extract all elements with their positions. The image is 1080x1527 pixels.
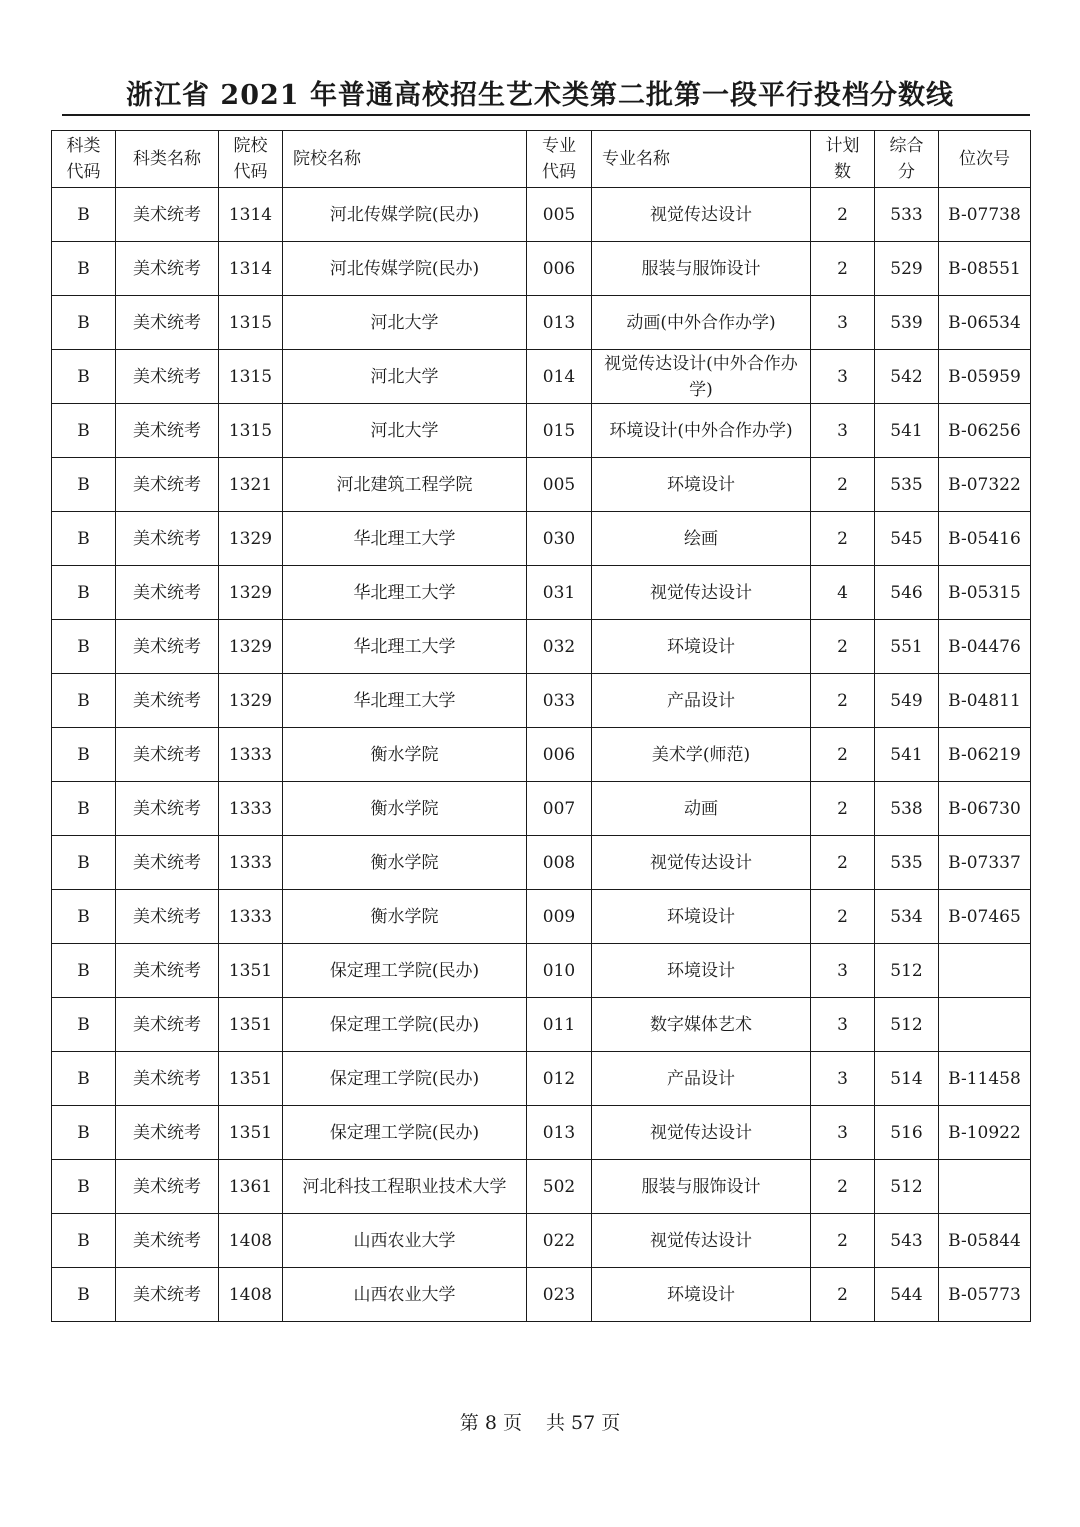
cell-major-code: 010 — [527, 944, 592, 998]
cell-school-name: 保定理工学院(民办) — [283, 1106, 527, 1160]
cell-composite-score: 539 — [875, 296, 939, 350]
cell-rank-number: B-05844 — [939, 1214, 1031, 1268]
cell-rank-number: B-06730 — [939, 782, 1031, 836]
cell-composite-score: 541 — [875, 404, 939, 458]
cell-rank-number: B-06219 — [939, 728, 1031, 782]
header-school-name: 院校名称 — [283, 131, 527, 188]
cell-major-code: 007 — [527, 782, 592, 836]
cell-rank-number: B-06534 — [939, 296, 1031, 350]
cell-subject-name: 美术统考 — [116, 890, 219, 944]
page-title: 浙江省 2021 年普通高校招生艺术类第二批第一段平行投档分数线 — [126, 80, 954, 111]
cell-plan-count: 3 — [811, 944, 875, 998]
cell-rank-number: B-07322 — [939, 458, 1031, 512]
cell-school-code: 1351 — [219, 944, 283, 998]
cell-school-code: 1333 — [219, 782, 283, 836]
cell-rank-number: B-08551 — [939, 242, 1031, 296]
cell-composite-score: 538 — [875, 782, 939, 836]
page-footer — [0, 1410, 1080, 1436]
cell-major-name: 绘画 — [592, 512, 811, 566]
cell-major-name: 环境设计 — [592, 1268, 811, 1322]
cell-major-name: 数字媒体艺术 — [592, 998, 811, 1052]
cell-school-code: 1408 — [219, 1268, 283, 1322]
table-row — [52, 890, 1031, 944]
cell-plan-count: 2 — [811, 1214, 875, 1268]
cell-school-name: 河北科技工程职业技术大学 — [283, 1160, 527, 1214]
cell-composite-score: 512 — [875, 1160, 939, 1214]
cell-school-name: 衡水学院 — [283, 728, 527, 782]
cell-subject-name: 美术统考 — [116, 1052, 219, 1106]
cell-composite-score: 551 — [875, 620, 939, 674]
cell-composite-score: 514 — [875, 1052, 939, 1106]
table-row — [52, 566, 1031, 620]
table-row — [52, 728, 1031, 782]
cell-school-name: 山西农业大学 — [283, 1214, 527, 1268]
cell-school-code: 1361 — [219, 1160, 283, 1214]
cell-subject-name: 美术统考 — [116, 1160, 219, 1214]
header-plan-count: 计划 数 — [811, 131, 875, 188]
cell-school-code: 1351 — [219, 1052, 283, 1106]
table-row — [52, 674, 1031, 728]
table-row — [52, 998, 1031, 1052]
table-row — [52, 782, 1031, 836]
cell-school-name: 华北理工大学 — [283, 512, 527, 566]
cell-major-name: 美术学(师范) — [592, 728, 811, 782]
cell-plan-count: 2 — [811, 1160, 875, 1214]
cell-subject-code: B — [52, 566, 116, 620]
cell-composite-score: 512 — [875, 944, 939, 998]
cell-school-code: 1329 — [219, 620, 283, 674]
header-major-code: 专业 代码 — [527, 131, 592, 188]
cell-major-name: 动画(中外合作办学) — [592, 296, 811, 350]
cell-rank-number — [939, 1160, 1031, 1214]
cell-subject-code: B — [52, 890, 116, 944]
cell-rank-number: B-10922 — [939, 1106, 1031, 1160]
table-row — [52, 1214, 1031, 1268]
cell-major-name: 环境设计 — [592, 620, 811, 674]
cell-subject-code: B — [52, 836, 116, 890]
cell-rank-number: B-05959 — [939, 350, 1031, 404]
cell-school-code: 1329 — [219, 512, 283, 566]
cell-school-name: 保定理工学院(民办) — [283, 998, 527, 1052]
cell-rank-number: B-07465 — [939, 890, 1031, 944]
cell-school-code: 1408 — [219, 1214, 283, 1268]
cell-school-name: 衡水学院 — [283, 836, 527, 890]
cell-composite-score: 541 — [875, 728, 939, 782]
cell-school-name: 山西农业大学 — [283, 1268, 527, 1322]
cell-composite-score: 534 — [875, 890, 939, 944]
cell-major-code: 032 — [527, 620, 592, 674]
cell-subject-name: 美术统考 — [116, 620, 219, 674]
cell-major-name: 服装与服饰设计 — [592, 242, 811, 296]
cell-plan-count: 2 — [811, 512, 875, 566]
table-row — [52, 944, 1031, 998]
cell-composite-score: 546 — [875, 566, 939, 620]
table-header-row — [52, 131, 1031, 188]
cell-subject-name: 美术统考 — [116, 566, 219, 620]
table-row — [52, 458, 1031, 512]
cell-subject-code: B — [52, 782, 116, 836]
cell-major-name: 视觉传达设计 — [592, 566, 811, 620]
header-subject-code: 科类 代码 — [52, 131, 116, 188]
cell-school-code: 1333 — [219, 836, 283, 890]
cell-school-code: 1314 — [219, 242, 283, 296]
cell-major-code: 502 — [527, 1160, 592, 1214]
cell-plan-count: 2 — [811, 242, 875, 296]
header-major-name: 专业名称 — [592, 131, 811, 188]
cell-subject-name: 美术统考 — [116, 782, 219, 836]
cell-plan-count: 3 — [811, 404, 875, 458]
cell-major-code: 030 — [527, 512, 592, 566]
cell-composite-score: 529 — [875, 242, 939, 296]
cell-school-name: 华北理工大学 — [283, 674, 527, 728]
cell-subject-code: B — [52, 1052, 116, 1106]
cell-major-code: 031 — [527, 566, 592, 620]
cell-composite-score: 543 — [875, 1214, 939, 1268]
cell-subject-code: B — [52, 998, 116, 1052]
cell-subject-code: B — [52, 674, 116, 728]
table-row — [52, 296, 1031, 350]
cell-subject-code: B — [52, 188, 116, 242]
cell-school-name: 衡水学院 — [283, 890, 527, 944]
cell-school-name: 衡水学院 — [283, 782, 527, 836]
cell-school-name: 保定理工学院(民办) — [283, 1052, 527, 1106]
cell-major-code: 008 — [527, 836, 592, 890]
cell-composite-score: 549 — [875, 674, 939, 728]
cell-rank-number: B-05315 — [939, 566, 1031, 620]
cell-major-code: 005 — [527, 458, 592, 512]
cell-plan-count: 2 — [811, 458, 875, 512]
cell-composite-score: 544 — [875, 1268, 939, 1322]
cell-school-code: 1315 — [219, 404, 283, 458]
cell-major-code: 005 — [527, 188, 592, 242]
cell-school-name: 河北建筑工程学院 — [283, 458, 527, 512]
header-subject-name: 科类名称 — [116, 131, 219, 188]
cell-subject-code: B — [52, 242, 116, 296]
cell-plan-count: 4 — [811, 566, 875, 620]
cell-school-name: 河北传媒学院(民办) — [283, 242, 527, 296]
cell-major-name: 视觉传达设计 — [592, 836, 811, 890]
table-row — [52, 512, 1031, 566]
cell-major-code: 022 — [527, 1214, 592, 1268]
cell-subject-name: 美术统考 — [116, 1214, 219, 1268]
cell-subject-code: B — [52, 296, 116, 350]
cell-subject-name: 美术统考 — [116, 296, 219, 350]
cell-major-code: 023 — [527, 1268, 592, 1322]
cell-school-name: 华北理工大学 — [283, 566, 527, 620]
cell-major-code: 013 — [527, 296, 592, 350]
header-school-code: 院校 代码 — [219, 131, 283, 188]
table-row — [52, 1052, 1031, 1106]
cell-plan-count: 2 — [811, 188, 875, 242]
cell-major-name: 视觉传达设计 — [592, 188, 811, 242]
cell-plan-count: 3 — [811, 350, 875, 404]
cell-school-code: 1351 — [219, 998, 283, 1052]
cell-subject-code: B — [52, 1214, 116, 1268]
table-row — [52, 836, 1031, 890]
cell-school-name: 保定理工学院(民办) — [283, 944, 527, 998]
cell-school-code: 1314 — [219, 188, 283, 242]
cell-major-code: 013 — [527, 1106, 592, 1160]
cell-rank-number: B-05773 — [939, 1268, 1031, 1322]
cell-subject-name: 美术统考 — [116, 674, 219, 728]
cell-subject-code: B — [52, 458, 116, 512]
cell-subject-name: 美术统考 — [116, 512, 219, 566]
cell-plan-count: 2 — [811, 674, 875, 728]
cell-major-name: 环境设计 — [592, 458, 811, 512]
cell-subject-code: B — [52, 1106, 116, 1160]
cell-subject-name: 美术统考 — [116, 998, 219, 1052]
table-row — [52, 350, 1031, 404]
cell-school-code: 1315 — [219, 296, 283, 350]
table-row — [52, 188, 1031, 242]
cell-composite-score: 545 — [875, 512, 939, 566]
cell-school-code: 1333 — [219, 890, 283, 944]
cell-rank-number: B-07738 — [939, 188, 1031, 242]
cell-plan-count: 2 — [811, 728, 875, 782]
cell-subject-name: 美术统考 — [116, 1268, 219, 1322]
cell-school-name: 河北传媒学院(民办) — [283, 188, 527, 242]
cell-plan-count: 2 — [811, 890, 875, 944]
cell-plan-count: 2 — [811, 1268, 875, 1322]
header-composite-score: 综合 分 — [875, 131, 939, 188]
cell-major-name: 视觉传达设计 — [592, 1214, 811, 1268]
cell-major-name: 产品设计 — [592, 1052, 811, 1106]
cell-subject-code: B — [52, 620, 116, 674]
cell-rank-number — [939, 944, 1031, 998]
cell-subject-code: B — [52, 512, 116, 566]
admission-score-table — [51, 130, 1031, 1322]
cell-school-name: 河北大学 — [283, 350, 527, 404]
cell-plan-count: 3 — [811, 1052, 875, 1106]
cell-composite-score: 533 — [875, 188, 939, 242]
cell-composite-score: 542 — [875, 350, 939, 404]
table-row — [52, 1160, 1031, 1214]
cell-major-name: 视觉传达设计(中外合作办学) — [592, 350, 811, 404]
cell-major-name: 环境设计(中外合作办学) — [592, 404, 811, 458]
cell-major-code: 014 — [527, 350, 592, 404]
cell-rank-number: B-06256 — [939, 404, 1031, 458]
cell-major-name: 环境设计 — [592, 890, 811, 944]
cell-major-name: 产品设计 — [592, 674, 811, 728]
cell-subject-code: B — [52, 1268, 116, 1322]
cell-subject-name: 美术统考 — [116, 404, 219, 458]
cell-school-name: 河北大学 — [283, 296, 527, 350]
cell-major-code: 015 — [527, 404, 592, 458]
cell-rank-number: B-05416 — [939, 512, 1031, 566]
footer-page-number: 第 8 页 — [459, 1412, 522, 1434]
cell-school-code: 1333 — [219, 728, 283, 782]
cell-plan-count: 3 — [811, 1106, 875, 1160]
cell-composite-score: 512 — [875, 998, 939, 1052]
table-row — [52, 1106, 1031, 1160]
cell-subject-name: 美术统考 — [116, 188, 219, 242]
cell-major-name: 服装与服饰设计 — [592, 1160, 811, 1214]
table-row — [52, 1268, 1031, 1322]
cell-subject-name: 美术统考 — [116, 242, 219, 296]
cell-subject-name: 美术统考 — [116, 728, 219, 782]
table-row — [52, 242, 1031, 296]
header-rank-number: 位次号 — [939, 131, 1031, 188]
cell-subject-code: B — [52, 944, 116, 998]
cell-school-code: 1329 — [219, 674, 283, 728]
cell-subject-name: 美术统考 — [116, 350, 219, 404]
cell-plan-count: 2 — [811, 836, 875, 890]
cell-subject-name: 美术统考 — [116, 836, 219, 890]
cell-major-code: 009 — [527, 890, 592, 944]
cell-major-code: 011 — [527, 998, 592, 1052]
cell-plan-count: 3 — [811, 296, 875, 350]
cell-rank-number: B-04476 — [939, 620, 1031, 674]
cell-subject-name: 美术统考 — [116, 1106, 219, 1160]
cell-rank-number: B-07337 — [939, 836, 1031, 890]
cell-school-name: 华北理工大学 — [283, 620, 527, 674]
cell-major-code: 033 — [527, 674, 592, 728]
cell-major-code: 006 — [527, 728, 592, 782]
cell-plan-count: 2 — [811, 782, 875, 836]
cell-rank-number: B-04811 — [939, 674, 1031, 728]
cell-composite-score: 535 — [875, 458, 939, 512]
cell-subject-code: B — [52, 1160, 116, 1214]
cell-school-code: 1329 — [219, 566, 283, 620]
cell-major-code: 006 — [527, 242, 592, 296]
title-underline — [62, 114, 1030, 116]
cell-plan-count: 2 — [811, 620, 875, 674]
cell-school-code: 1315 — [219, 350, 283, 404]
cell-major-name: 视觉传达设计 — [592, 1106, 811, 1160]
cell-major-name: 动画 — [592, 782, 811, 836]
cell-school-code: 1351 — [219, 1106, 283, 1160]
cell-subject-code: B — [52, 350, 116, 404]
cell-subject-name: 美术统考 — [116, 944, 219, 998]
cell-major-name: 环境设计 — [592, 944, 811, 998]
cell-subject-code: B — [52, 728, 116, 782]
cell-rank-number — [939, 998, 1031, 1052]
cell-composite-score: 516 — [875, 1106, 939, 1160]
cell-subject-name: 美术统考 — [116, 458, 219, 512]
footer-total-pages: 共 57 页 — [545, 1412, 621, 1434]
cell-plan-count: 3 — [811, 998, 875, 1052]
cell-rank-number: B-11458 — [939, 1052, 1031, 1106]
cell-school-name: 河北大学 — [283, 404, 527, 458]
cell-composite-score: 535 — [875, 836, 939, 890]
cell-subject-code: B — [52, 404, 116, 458]
cell-school-code: 1321 — [219, 458, 283, 512]
table-body — [52, 188, 1031, 1322]
table-row — [52, 620, 1031, 674]
cell-major-code: 012 — [527, 1052, 592, 1106]
table-row — [52, 404, 1031, 458]
